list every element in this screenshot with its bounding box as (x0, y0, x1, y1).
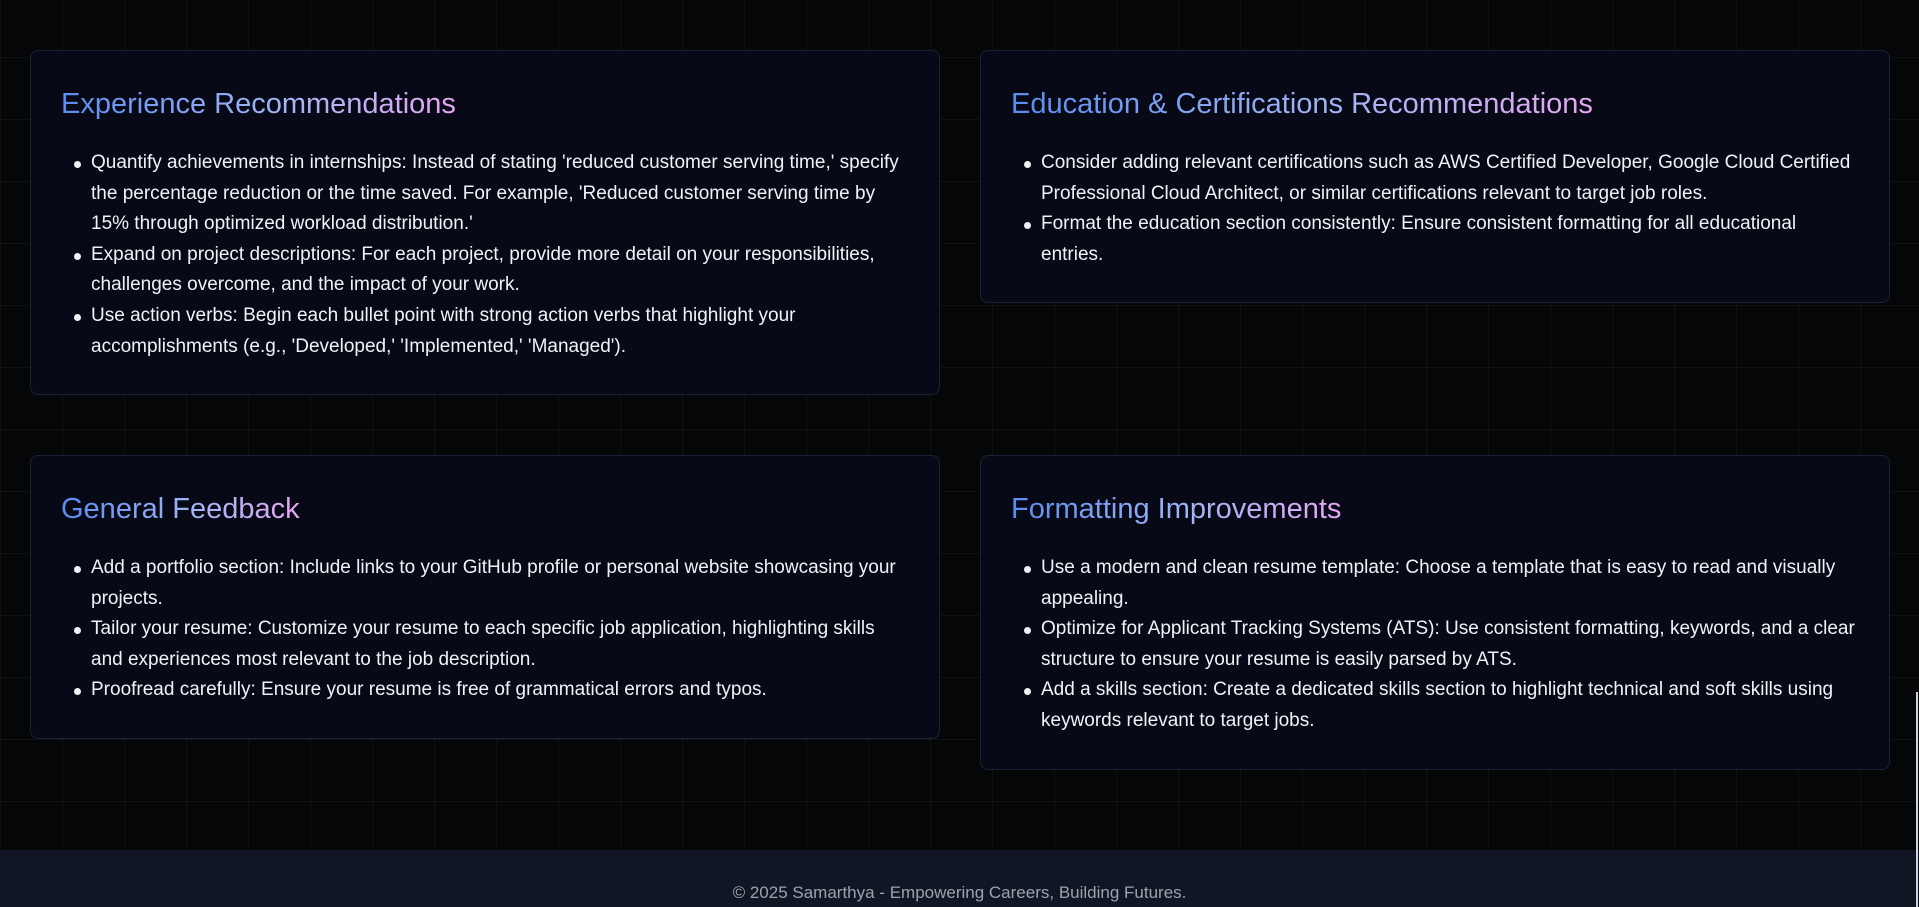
list-item: Quantify achievements in internships: Instead of stating 'reduced customer serving time,' specify the percentage reduction or the time saved. For example, 'Reduced customer serving time by 15% through optimized workload distribution.' (91, 148, 909, 240)
list-item: Proofread carefully: Ensure your resume is free of grammatical errors and typos. (91, 675, 909, 706)
experience-recommendations-card (30, 50, 940, 395)
list-item: Use a modern and clean resume template: Choose a template that is easy to read and visually appealing. (1041, 553, 1859, 614)
list-item: Optimize for Applicant Tracking Systems (ATS): Use consistent formatting, keywords, and a clear structure to ensure your resume is easily parsed by ATS. (1041, 614, 1859, 675)
scrollbar[interactable] (1916, 692, 1918, 907)
formatting-improvements-list (1011, 553, 1859, 737)
experience-recommendations-list (61, 148, 909, 362)
page-footer (0, 850, 1919, 907)
formatting-improvements-card (980, 455, 1890, 770)
formatting-improvements-title: Formatting Improvements (1011, 489, 1341, 529)
general-feedback-title: General Feedback (61, 489, 300, 529)
list-item: Consider adding relevant certifications such as AWS Certified Developer, Google Cloud Certified Professional Cloud Architect, or similar certifications relevant to target job roles. (1041, 148, 1859, 209)
education-certifications-title: Education & Certifications Recommendations (1011, 84, 1593, 124)
list-item: Expand on project descriptions: For each project, provide more detail on your responsibilities, challenges overcome, and the impact of your work. (91, 240, 909, 301)
experience-recommendations-title: Experience Recommendations (61, 84, 456, 124)
list-item: Add a skills section: Create a dedicated skills section to highlight technical and soft skills using keywords relevant to target jobs. (1041, 675, 1859, 736)
list-item: Use action verbs: Begin each bullet point with strong action verbs that highlight your accomplishments (e.g., 'Developed,' 'Implemented,' 'Managed'). (91, 301, 909, 362)
education-certifications-list (1011, 148, 1859, 270)
list-item: Add a portfolio section: Include links to your GitHub profile or personal website showcasing your projects. (91, 553, 909, 614)
education-certifications-card (980, 50, 1890, 303)
general-feedback-list (61, 553, 909, 706)
general-feedback-card (30, 455, 940, 739)
list-item: Tailor your resume: Customize your resume to each specific job application, highlighting skills and experiences most relevant to the job description. (91, 614, 909, 675)
list-item: Format the education section consistently: Ensure consistent formatting for all educational entries. (1041, 209, 1859, 270)
footer-copyright: © 2025 Samarthya - Empowering Careers, Building Futures. (732, 883, 1187, 902)
